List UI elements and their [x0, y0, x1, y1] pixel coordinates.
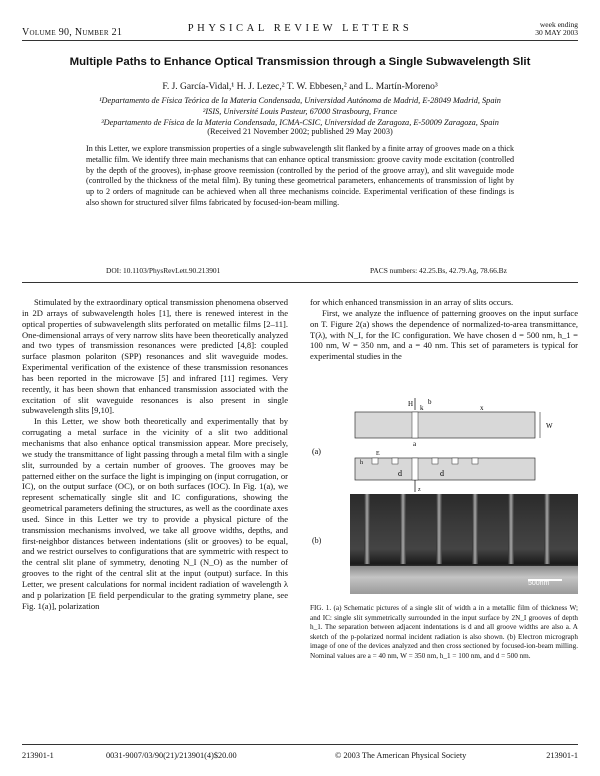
groove-stripe [400, 494, 406, 564]
label-z: z [418, 487, 421, 493]
copyright: © 2003 The American Physical Society [335, 751, 467, 760]
figure-caption: FIG. 1. (a) Schematic pictures of a single slit of width a in a metallic film of thickness W; and IC: single slit symmetrically surrounded in the input surface by 2N_I grooves of depth h_1. The separation between adjacent indentations is d and all groove widths are also a. A sketch of the p-polarized normal incident radiation is also shown. (b) Electron micrograph image of one of the devices analyzed and then cross sectioned by focused-ion-beam milling. Nominal values are a = 40 nm, W = 350 nm, h_1 = 100 nm, and d = 500 nm. [310, 604, 578, 660]
label-d-left: d [398, 469, 402, 478]
abstract: In this Letter, we explore transmission properties of a single subwavelength slit flanked by a finite array of grooves made on a thick metallic film. We identify three main mechanisms that can enhance optical transmission: groove cavity mode excitation (controlled by the depth of the grooves), in-phase groove reemission (controlled by the period of the groove array), and slit waveguide mode (controlled by the thickness of the metal film). By tuning these geometrical parameters, enhancements of transmission of light by up to 2 orders of magnitude can be achieved when all three mechanisms coincide. Experimental verification of these findings is also shown for structured silver films fabricated by focused-ion-beam milling. [86, 144, 514, 207]
author-list: F. J. García-Vidal,¹ H. J. Lezec,² T. W. Ebbesen,² and L. Martín-Moreno³ [162, 82, 438, 92]
groove [432, 458, 438, 464]
label-d-right: d [440, 469, 444, 478]
groove [392, 458, 398, 464]
groove [472, 458, 478, 464]
panel-b-label: (b) [312, 536, 322, 545]
label-k: k [420, 404, 424, 412]
body-column-left [22, 297, 288, 611]
figure-1 [310, 398, 578, 596]
paper-title: Multiple Paths to Enhance Optical Transmission through a Single Subwavelength Slit [69, 56, 531, 68]
groove [372, 458, 378, 464]
slit-bottom [412, 458, 418, 480]
label-b: b [428, 398, 432, 406]
label-W: W [546, 422, 553, 430]
groove-stripe [508, 494, 514, 564]
received-dates: (Received 21 November 2002; published 29 May 2003) [207, 127, 393, 136]
paragraph: In this Letter, we show both theoretically and experimentally that by corrugating a metal surface in the vicinity of a slit two additional mechanisms that also enhance optical transmission appear. More precisely, we study the transmittance of light passing through a metal film with a single slit, surrounded by a certain number of grooves. The grooves may be patterned either on the surface the light is impinging on (input corrugation, or IC), on the output surface (OC), or on both surfaces (IOC). In Fig. 1(a), we represent schematically single slit and IC configurations, showing the geometrical parameters defining the structures, as well as the coordinate axes used. Since in this Letter we try to provide a physical picture of the transmission mechanisms involved, we take all groove widths, depths, and first-neighbor distances between indentations (slit or grooves) to be equal, and we restrict ourselves to configurations that are symmetric with respect to the central slit plane of symmetry, denoting N_I (N_O) as the number of grooves to the right of the central slit at the input (output) surface. In this Letter, we present calculations for normal incident radiation of wavelength λ and p polarization [E field perpendicular to the grating symmetry plane, see Fig. 1(a)], polarization [22, 416, 288, 611]
affiliation-1: ¹Departamento de Física Teórica de la Materia Condensada, Universidad Autónoma de Madrid, E-28049 Madrid, Spain [99, 96, 501, 105]
affiliation-3: ³Departamento de Física de la Materia Condensada, ICMA-CSIC, Universidad de Zaragoza, E-50009 Zaragoza, Spain [101, 118, 499, 127]
label-h1: h [360, 460, 363, 466]
footer-rule [22, 744, 578, 745]
groove [452, 458, 458, 464]
label-x: x [480, 404, 484, 412]
metal-film-top [355, 412, 535, 438]
article-code: 0031-9007/03/90(21)/213901(4)$20.00 [106, 751, 237, 760]
groove-stripe [436, 494, 442, 564]
issue-date [535, 21, 578, 37]
paragraph: for which enhanced transmission in an array of slits occurs. [310, 297, 514, 307]
paragraph: First, we analyze the influence of patterning grooves on the input surface on T. Figure 2(a) shows the dependence of normalized-to-area transmittance, T(λ), with N_I, for the IC configuration. We have chosen d = 500 nm, h_1 = 100 nm, W = 350 nm, and a = 40 nm. This set of parameters is typical for experimental studies in the [310, 307, 578, 362]
week-label: week ending [539, 20, 578, 29]
journal-volume: Volume 90, Number 21 [22, 27, 123, 38]
groove-stripe [364, 494, 370, 564]
body-column-right [310, 297, 578, 362]
metal-film-grooved [355, 458, 535, 480]
paragraph: Stimulated by the extraordinary optical transmission phenomena observed in 2D arrays of subwavelength holes [1], there is renewed interest in the optical properties of subwavelength slits perforated on metallic films [2–11]. One-dimensional arrays of very narrow slits have been theoretically analyzed and two types of transmission resonances were predicted [4,8]: coupled surface plasmon polariton (SPP) resonances and slit waveguide modes. Experimental verification of the existence of these transmission resonances has been reported in the microwave [5] and infrared [11] regimes. Very recently, it has been shown that enhanced transmission associated with the excitation of slit waveguide resonances is also present in single subwavelength slits [9,10]. [22, 297, 288, 416]
header-rule [22, 40, 578, 41]
electron-micrograph [350, 494, 578, 594]
week-date: 30 MAY 2003 [535, 28, 578, 37]
scale-bar-label: 500nm [528, 580, 550, 587]
slit-top [412, 412, 418, 438]
affiliation-2: ²ISIS, Université Louis Pasteur, 67000 Strasbourg, France [202, 107, 398, 116]
page-number-left: 213901-1 [22, 751, 54, 760]
label-H: H [408, 400, 414, 408]
doi: DOI: 10.1103/PhysRevLett.90.213901 [106, 266, 221, 275]
page-number-right: 213901-1 [546, 751, 578, 760]
journal-name: PHYSICAL REVIEW LETTERS [187, 23, 413, 34]
panel-a-label: (a) [312, 447, 321, 456]
pacs-numbers: PACS numbers: 42.25.Bs, 42.79.Ag, 78.66.Bz [370, 266, 507, 275]
groove-stripe [472, 494, 478, 564]
figure-1a-schematic [310, 398, 578, 494]
groove-stripe [544, 494, 550, 564]
abstract-rule [22, 282, 578, 283]
label-E: E [376, 451, 380, 457]
label-a: a [413, 440, 417, 448]
